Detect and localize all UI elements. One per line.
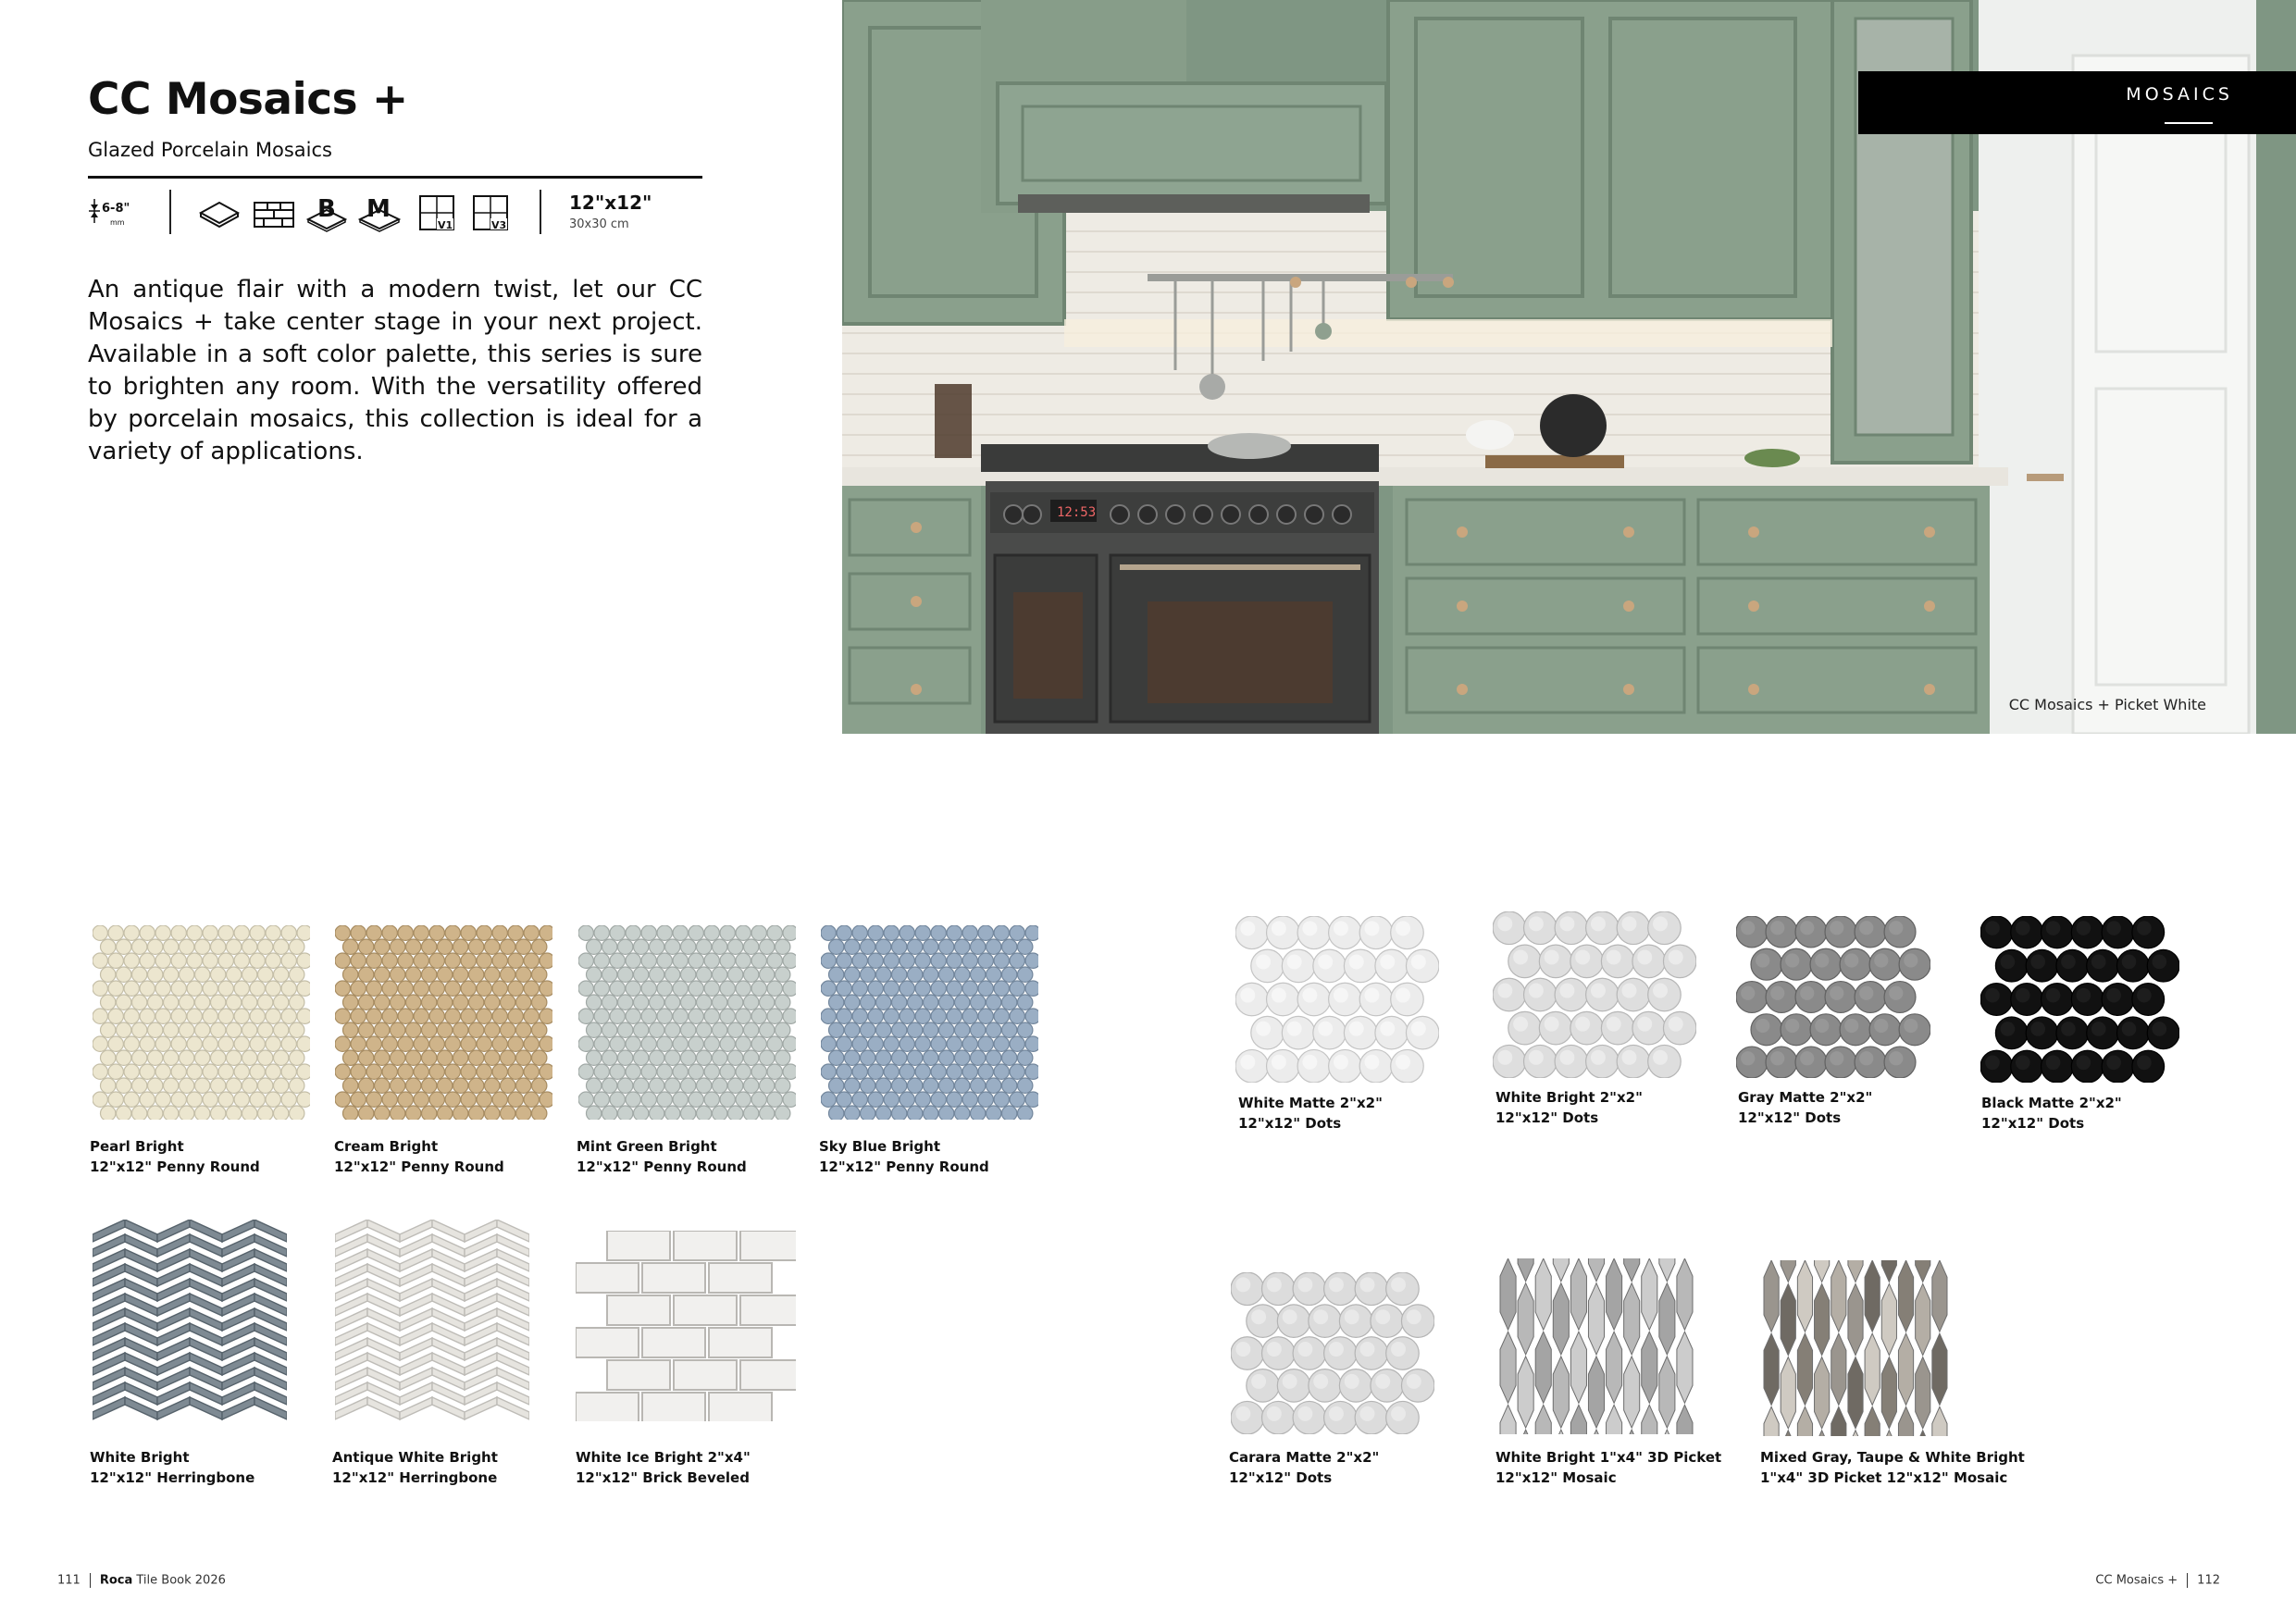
tile-swatch (335, 1220, 529, 1431)
tile-swatch-image (1763, 1260, 1948, 1436)
swatch-name: Sky Blue Bright (819, 1138, 940, 1155)
tile-swatch-image (578, 925, 796, 1120)
swatch-name: White Bright 2"x2" (1496, 1089, 1643, 1106)
swatch-label (332, 1447, 498, 1488)
tile-swatch-image (1736, 916, 1930, 1078)
swatch-label (1229, 1447, 1379, 1488)
section-badge-underline (2165, 122, 2213, 124)
swatch-name: Cream Bright (334, 1138, 439, 1155)
svg-text:V3: V3 (491, 219, 507, 231)
swatch-spec: 12"x12" Dots (1229, 1469, 1333, 1486)
swatch-name: Black Matte 2"x2" (1981, 1095, 2122, 1111)
swatch-name: White Bright 1"x4" 3D Picket (1496, 1449, 1722, 1466)
swatch-label (819, 1136, 989, 1177)
page-title: CC Mosaics + (88, 74, 408, 125)
tile-swatch (93, 1220, 287, 1431)
svg-text:M: M (366, 195, 391, 223)
footer-divider (90, 1573, 91, 1588)
tile-swatch-image (1235, 916, 1439, 1083)
swatch-label (90, 1136, 260, 1177)
brand-name: Roca (99, 1573, 133, 1588)
swatch-spec: 12"x12" Penny Round (819, 1158, 989, 1175)
spec-icon-row (88, 190, 717, 236)
tile-swatch (578, 925, 796, 1120)
swatch-spec: 12"x12" Dots (1738, 1109, 1842, 1126)
tile-swatch (576, 1231, 796, 1421)
swatch-spec: 12"x12" Dots (1496, 1109, 1599, 1126)
tile-swatch-image (335, 925, 552, 1120)
swatch-name: White Matte 2"x2" (1238, 1095, 1383, 1111)
description: An antique flair with a modern twist, let our CC Mosaics + take center stage in your next project. Available in a soft color palette, this series is sure to brighten any room. With the versatility offered by porcelain mosaics, this collection is ideal for a variety of applications. (88, 276, 702, 465)
tile-swatch (1980, 916, 2179, 1083)
tile-size-metric: 30x30 cm (569, 217, 629, 231)
swatch-name: Gray Matte 2"x2" (1738, 1089, 1873, 1106)
swatch-spec: 12"x12" Herringbone (90, 1469, 255, 1486)
swatch-spec: 12"x12" Penny Round (90, 1158, 260, 1175)
tile-swatch-image (1493, 911, 1696, 1078)
tile-size: 12"x12" (569, 192, 652, 214)
brick-pattern-icon (253, 201, 295, 229)
swatch-label (1496, 1447, 1721, 1488)
matte-finish-icon (358, 192, 401, 232)
tile-swatch-image (1499, 1258, 1694, 1434)
swatch-spec: 12"x12" Penny Round (334, 1158, 504, 1175)
swatch-name: White Ice Bright 2"x4" (576, 1449, 751, 1466)
svg-text:V1: V1 (438, 219, 453, 231)
swatch-label (1496, 1087, 1643, 1128)
book-name: Tile Book 2026 (136, 1573, 226, 1588)
divider (540, 190, 541, 234)
section-badge-label: MOSAICS (2126, 84, 2233, 105)
swatch-name: Carara Matte 2"x2" (1229, 1449, 1380, 1466)
swatch-name: White Bright (90, 1449, 190, 1466)
swatch-label (1760, 1447, 2025, 1488)
tile-swatch (1235, 916, 1439, 1083)
swatch-spec: 12"x12" Penny Round (577, 1158, 747, 1175)
tile-swatch (821, 925, 1038, 1120)
tile-swatch (1763, 1260, 1948, 1436)
footer-divider (2187, 1573, 2188, 1588)
swatch-label (1981, 1093, 2122, 1134)
section-badge (1858, 71, 2296, 134)
swatch-label (90, 1447, 254, 1488)
swatch-label (1738, 1087, 1872, 1128)
page-number-right: 112 (2197, 1573, 2220, 1588)
swatch-name: Antique White Bright (332, 1449, 498, 1466)
swatch-name: Mixed Gray, Taupe & White Bright (1760, 1449, 2025, 1466)
tile-swatch (93, 925, 310, 1120)
swatch-label (576, 1447, 751, 1488)
tile-edge-icon (197, 197, 242, 230)
thickness-icon (88, 197, 143, 234)
swatch-name: Mint Green Bright (577, 1138, 717, 1155)
tile-swatch-image (821, 925, 1038, 1120)
swatch-spec: 1"x4" 3D Picket 12"x12" Mosaic (1760, 1469, 2008, 1486)
tile-swatch (1231, 1272, 1434, 1434)
tile-swatch (1493, 911, 1696, 1078)
swatch-spec: 12"x12" Dots (1981, 1115, 2085, 1132)
svg-text:B: B (317, 195, 336, 223)
footer-left (57, 1573, 226, 1588)
divider (169, 190, 171, 234)
tile-swatch (335, 925, 552, 1120)
page-subtitle: Glazed Porcelain Mosaics (88, 139, 332, 161)
title-divider (88, 176, 702, 179)
tile-swatch-image (93, 1220, 287, 1431)
swatch-spec: 12"x12" Brick Beveled (576, 1469, 750, 1486)
page-number-left: 111 (57, 1573, 81, 1588)
variation-v1-icon (418, 194, 455, 231)
footer-section-title: CC Mosaics + (2095, 1573, 2178, 1588)
tile-swatch-image (335, 1220, 529, 1431)
swatch-label (334, 1136, 504, 1177)
tile-swatch-image (1980, 916, 2179, 1083)
svg-text:mm: mm (110, 218, 125, 227)
footer-right (2095, 1573, 2220, 1588)
tile-swatch (1499, 1258, 1694, 1434)
swatch-label (1238, 1093, 1383, 1134)
swatch-spec: 12"x12" Herringbone (332, 1469, 498, 1486)
tile-swatch-image (93, 925, 310, 1120)
swatch-name: Pearl Bright (90, 1138, 184, 1155)
swatch-label (577, 1136, 747, 1177)
photo-caption: CC Mosaics + Picket White (2008, 696, 2206, 713)
svg-text:6-8": 6-8" (102, 202, 130, 216)
swatch-spec: 12"x12" Mosaic (1496, 1469, 1617, 1486)
swatch-spec: 12"x12" Dots (1238, 1115, 1342, 1132)
variation-v3-icon (472, 194, 509, 231)
bright-finish-icon (306, 192, 347, 232)
tile-swatch (1736, 916, 1930, 1078)
tile-swatch-image (1231, 1272, 1434, 1434)
svg-text:12:53: 12:53 (1057, 505, 1097, 520)
tile-swatch-image (576, 1231, 796, 1421)
